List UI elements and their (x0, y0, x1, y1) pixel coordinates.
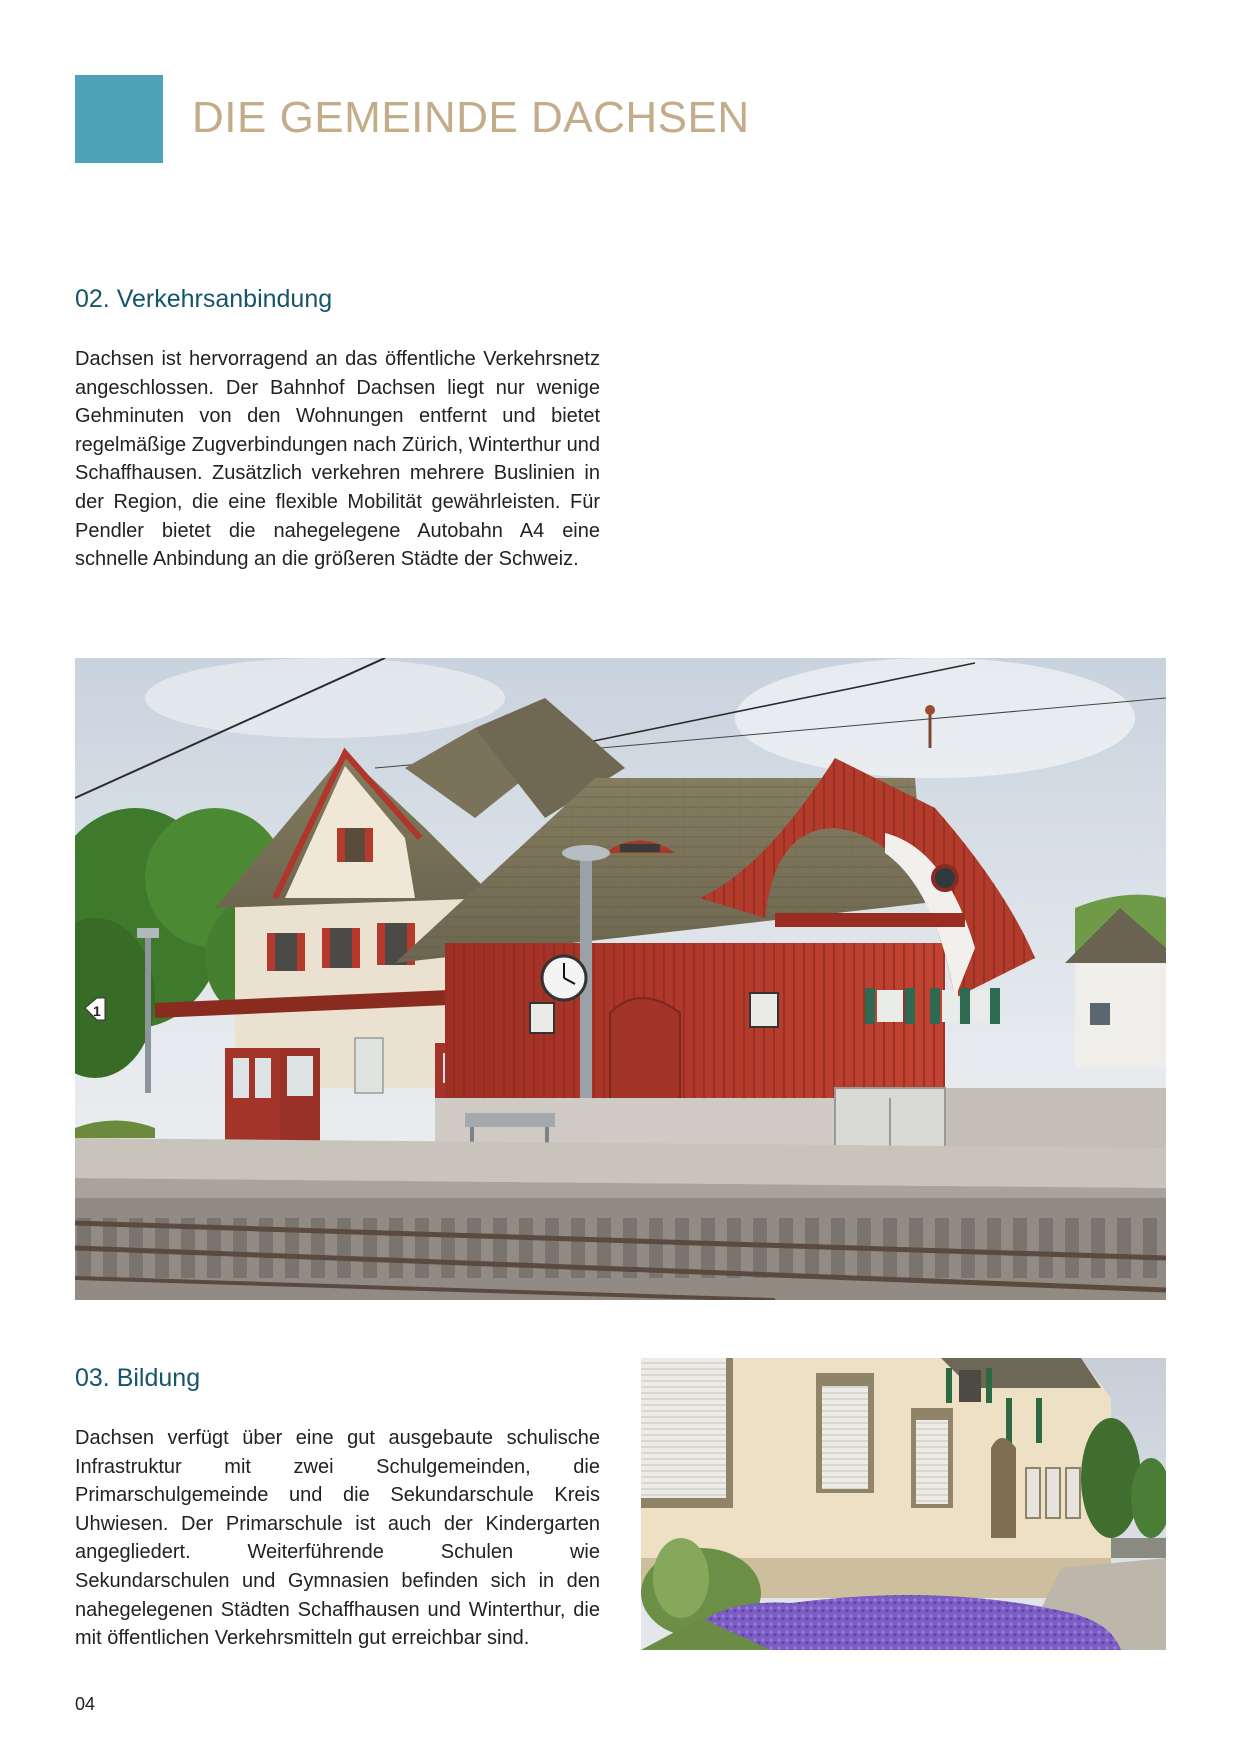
section-body-verkehrsanbindung: Dachsen ist hervorragend an das öffentliche Verkehrsnetz angeschlossen. Der Bahnhof Dachsen liegt nur wenige Gehminuten von den Wohnungen entfernt und bietet regelmäßige Zugverbindungen nach Zürich, Winterthur und Schaffhausen. Zusätzlich verkehren mehrere Buslinien in der Region, die eine flexible Mobilität gewährleisten. Für Pendler bietet die nahegelegene Autobahn A4 eine schnelle Anbindung an die größeren Städte der Schweiz. (75, 348, 600, 571)
section-body-bildung: Dachsen verfügt über eine gut ausgebaute schulische Infrastruktur mit zwei Schulgemeinden, die Primarschulgemeinde und die Sekundarschule Kreis Uhwiesen. Der Primarschule ist auch der Kindergarten angegliedert. Weiterführende Schulen wie Sekundarschulen und Gymnasien befinden sich in den nahegelegenen Städten Schaffhausen und Winterthur, die mit öffentlichen Verkehrsmitteln gut erreichbar sind. (75, 1427, 600, 1650)
platform-sign-number: 1 (93, 1003, 101, 1019)
train-station-photo (75, 658, 1166, 1300)
school-building-photo (641, 1358, 1166, 1650)
section-heading-bildung: 03. Bildung (75, 1364, 201, 1392)
header-accent-square (75, 75, 163, 163)
section-heading-verkehrsanbindung: 02. Verkehrsanbindung (75, 285, 333, 313)
page-number: 04 (75, 1694, 96, 1714)
page-title: DIE GEMEINDE DACHSEN (192, 93, 750, 142)
